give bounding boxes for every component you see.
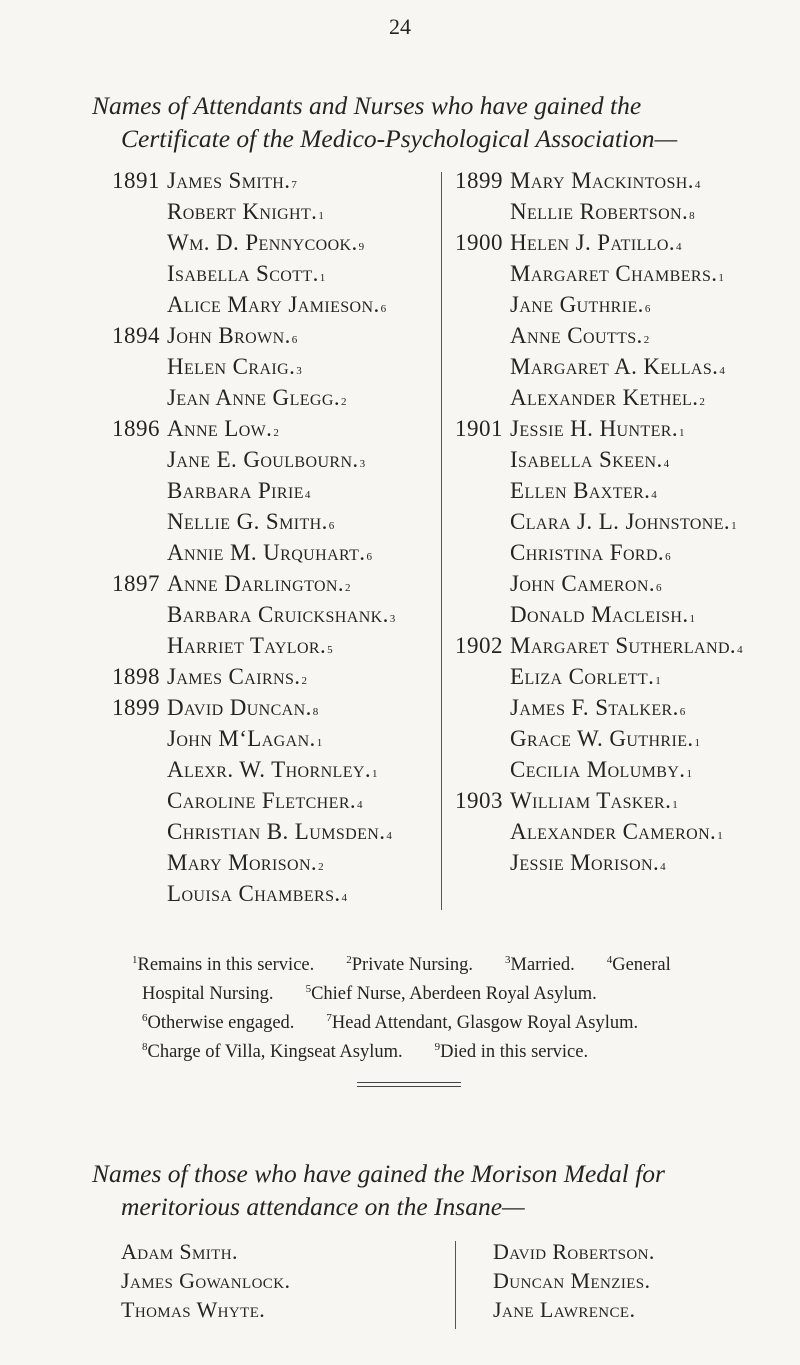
- medal-recipient: Duncan Menzies.: [493, 1268, 651, 1293]
- entry-note-ref: 2: [643, 334, 650, 346]
- footnote-number: 8: [142, 1041, 148, 1053]
- entry-note-ref: 4: [660, 861, 666, 873]
- footnote-text: Chief Nurse, Aberdeen Royal Asylum.: [311, 984, 597, 1004]
- entry-name: Margaret A. Kellas.: [510, 354, 719, 379]
- entry-note-ref: 6: [328, 520, 335, 532]
- footnote: [142, 984, 274, 1004]
- attendant-entry: [112, 199, 395, 230]
- footnote-text: Otherwise engaged.: [147, 1013, 295, 1033]
- entry-year: 1899: [112, 695, 160, 720]
- entry-name: John Brown.: [167, 323, 291, 348]
- medal-heading-line-1: Names of those who have gained the Morison Medal for: [92, 1159, 665, 1188]
- entry-note-ref: 1: [694, 737, 701, 749]
- entry-note-ref: 4: [304, 489, 311, 501]
- entry-name: Margaret Chambers.: [510, 261, 718, 286]
- entry-note-ref: 3: [389, 613, 396, 625]
- medal-heading-line-2: meritorious attendance on the Insane—: [121, 1192, 525, 1221]
- entry-note-ref: 2: [318, 861, 324, 873]
- entry-name: Ellen Baxter.: [510, 478, 651, 503]
- attendant-entry: [455, 571, 743, 602]
- attendant-entry: [112, 633, 395, 664]
- entry-name: John M‘Lagan.: [167, 726, 316, 751]
- attendant-entry: [455, 509, 743, 540]
- footnote: [306, 984, 597, 1004]
- entry-note-ref: 6: [656, 582, 662, 594]
- entry-year: 1901: [455, 416, 503, 441]
- attendant-entry: [455, 850, 743, 881]
- entry-note-ref: 3: [296, 365, 302, 377]
- footnote-number: 6: [142, 1012, 148, 1024]
- attendant-entry: [455, 819, 743, 850]
- medal-left-names: [121, 1239, 290, 1326]
- attendant-entry: [455, 695, 743, 726]
- entry-year: 1899: [455, 168, 503, 193]
- footnote-text: Married.: [510, 955, 575, 975]
- entry-name: William Tasker.: [510, 788, 672, 813]
- medal-recipient: Thomas Whyte.: [121, 1297, 266, 1322]
- footnote-line: [132, 948, 782, 977]
- entry-note-ref: 1: [718, 272, 724, 284]
- entry-note-ref: 1: [372, 768, 378, 780]
- footnote-number: 7: [326, 1012, 332, 1024]
- attendant-entry: [112, 788, 395, 819]
- entry-name: James Cairns.: [167, 664, 301, 689]
- entry-name: James F. Stalker.: [510, 695, 679, 720]
- footnote-line: [142, 1006, 782, 1035]
- entry-name: Anne Low.: [167, 416, 273, 441]
- entry-note-ref: 1: [717, 830, 723, 842]
- footnote-text: Hospital Nursing.: [142, 984, 274, 1004]
- attendant-entry: [455, 416, 743, 447]
- entry-name: Jean Anne Glegg.: [167, 385, 340, 410]
- entry-note-ref: 2: [273, 427, 279, 439]
- entry-name: Louisa Chambers.: [167, 881, 341, 906]
- attendant-entry: [112, 416, 395, 447]
- attendant-entry: [455, 447, 743, 478]
- footnote-number: 1: [132, 954, 138, 966]
- entry-name: Harriet Taylor.: [167, 633, 327, 658]
- attendant-entry: [455, 230, 743, 261]
- attendant-entry: [112, 385, 395, 416]
- attendant-entry: [455, 354, 743, 385]
- entry-note-ref: 4: [737, 644, 743, 656]
- medal-recipient: James Gowanlock.: [121, 1268, 291, 1293]
- attendant-entry: [455, 292, 743, 323]
- footnote-text: Head Attendant, Glasgow Royal Asylum.: [331, 1013, 639, 1033]
- entry-note-ref: 9: [358, 241, 365, 253]
- entry-name: Christina Ford.: [510, 540, 665, 565]
- entry-note-ref: 1: [678, 427, 685, 439]
- entry-name: Anne Darlington.: [167, 571, 345, 596]
- entry-note-ref: 2: [699, 396, 705, 408]
- footnote: [346, 955, 473, 975]
- entry-note-ref: 4: [663, 458, 670, 470]
- entry-note-ref: 5: [327, 644, 333, 656]
- footnote-number: 3: [505, 954, 511, 966]
- section-divider-bottom: [357, 1086, 461, 1087]
- attendant-entry: [455, 478, 743, 509]
- section-divider-top: [357, 1082, 461, 1083]
- entry-year: 1900: [455, 230, 503, 255]
- entry-name: Grace W. Guthrie.: [510, 726, 694, 751]
- medal-recipient: David Robertson.: [493, 1239, 655, 1264]
- entry-name: Helen Craig.: [167, 354, 296, 379]
- entry-note-ref: 6: [665, 551, 671, 563]
- attendant-entry: [112, 602, 395, 633]
- entry-name: James Smith.: [167, 168, 291, 193]
- attendant-entry: [112, 168, 395, 199]
- entry-note-ref: 4: [357, 799, 363, 811]
- entry-note-ref: 2: [345, 582, 351, 594]
- footnote: [435, 1042, 588, 1062]
- entry-name: Caroline Fletcher.: [167, 788, 357, 813]
- certificate-heading-line-2: Certificate of the Medico-Psychological Association—: [121, 124, 678, 153]
- attendant-entry: [455, 540, 743, 571]
- entry-name: John Cameron.: [510, 571, 655, 596]
- entry-note-ref: 4: [341, 892, 348, 904]
- entry-name: Alexander Cameron.: [510, 819, 717, 844]
- entry-note-ref: 1: [319, 272, 326, 284]
- entry-name: Helen J. Patillo.: [510, 230, 676, 255]
- entry-note-ref: 1: [316, 737, 323, 749]
- attendant-entry: [455, 168, 743, 199]
- entry-note-ref: 4: [386, 830, 392, 842]
- entry-note-ref: 6: [291, 334, 298, 346]
- entry-note-ref: 3: [359, 458, 366, 470]
- entry-name: Jane E. Goulbourn.: [167, 447, 359, 472]
- medal-recipient: Jane Lawrence.: [493, 1297, 636, 1322]
- attendant-entry: [112, 726, 395, 757]
- entry-note-ref: 7: [291, 179, 297, 191]
- footnote: [142, 1042, 403, 1062]
- attendant-entry: [455, 633, 743, 664]
- attendant-entry: [455, 664, 743, 695]
- attendant-entry: [112, 447, 395, 478]
- footnote-number: 4: [606, 954, 613, 966]
- attendant-entry: [455, 199, 743, 230]
- medal-recipient: Adam Smith.: [121, 1239, 238, 1264]
- footnote-number: 9: [434, 1041, 441, 1053]
- attendant-entry: [112, 819, 395, 850]
- entry-year: 1896: [112, 416, 160, 441]
- attendant-entry: [455, 261, 743, 292]
- entry-note-ref: 1: [318, 210, 324, 222]
- entry-name: Nellie G. Smith.: [167, 509, 328, 534]
- attendant-entry: [112, 540, 395, 571]
- entry-name: Margaret Sutherland.: [510, 633, 737, 658]
- attendant-entry: [112, 850, 395, 881]
- footnote-text: Remains in this service.: [137, 955, 315, 975]
- entry-name: Wm. D. Pennycook.: [167, 230, 358, 255]
- attendant-entry: [112, 354, 395, 385]
- entry-year: 1902: [455, 633, 503, 658]
- entry-name: David Duncan.: [167, 695, 312, 720]
- footnote: [142, 1013, 294, 1033]
- attendant-entry: [112, 571, 395, 602]
- entry-name: Eliza Corlett.: [510, 664, 655, 689]
- attendant-entry: [455, 726, 743, 757]
- entry-name: Jessie Morison.: [510, 850, 660, 875]
- page-number: 24: [389, 14, 411, 39]
- entry-name: Jane Guthrie.: [510, 292, 644, 317]
- entry-year: 1894: [112, 323, 160, 348]
- footnote-line: [142, 1035, 782, 1064]
- entry-name: Jessie H. Hunter.: [510, 416, 678, 441]
- attendant-entry: [112, 509, 395, 540]
- entry-note-ref: 1: [731, 520, 737, 532]
- entry-name: Mary Morison.: [167, 850, 318, 875]
- entry-note-ref: 6: [366, 551, 372, 563]
- footnote-text: Charge of Villa, Kingseat Asylum.: [147, 1042, 403, 1062]
- footnotes: [132, 948, 782, 1064]
- entry-note-ref: 4: [651, 489, 657, 501]
- entry-name: Alice Mary Jamieson.: [167, 292, 380, 317]
- entry-year: 1898: [112, 664, 160, 689]
- footnote-number: 2: [346, 954, 352, 966]
- entry-note-ref: 4: [694, 179, 701, 191]
- entry-note-ref: 2: [340, 396, 347, 408]
- entry-name: Isabella Scott.: [167, 261, 319, 286]
- entry-note-ref: 6: [644, 303, 651, 315]
- entry-name: Alexr. W. Thornley.: [167, 757, 371, 782]
- entry-name: Annie M. Urquhart.: [167, 540, 366, 565]
- footnote: [132, 955, 314, 975]
- entry-name: Anne Coutts.: [510, 323, 643, 348]
- entry-name: Robert Knight.: [167, 199, 318, 224]
- footnote-text: Private Nursing.: [351, 955, 474, 975]
- attendant-entry: [455, 757, 743, 788]
- attendant-entry: [455, 788, 743, 819]
- entry-note-ref: 1: [686, 768, 692, 780]
- footnote-line: [142, 977, 782, 1006]
- entry-note-ref: 4: [676, 241, 682, 253]
- entry-name: Alexander Kethel.: [510, 385, 699, 410]
- entry-year: 1897: [112, 571, 160, 596]
- attendant-entry: [112, 664, 395, 695]
- entry-name: Clara J. L. Johnstone.: [510, 509, 731, 534]
- certificate-left-column: [112, 168, 395, 912]
- attendant-entry: [455, 385, 743, 416]
- footnote: [326, 1013, 638, 1033]
- attendant-entry: [112, 292, 395, 323]
- entry-note-ref: 2: [301, 675, 307, 687]
- footnote-text: General: [612, 955, 671, 975]
- entry-note-ref: 6: [380, 303, 387, 315]
- attendant-entry: [112, 261, 395, 292]
- medal-right-names: [493, 1239, 655, 1326]
- attendant-entry: [112, 478, 395, 509]
- entry-name: Mary Mackintosh.: [510, 168, 694, 193]
- entry-note-ref: 6: [679, 706, 686, 718]
- entry-year: 1903: [455, 788, 503, 813]
- attendant-entry: [112, 230, 395, 261]
- entry-name: Isabella Skeen.: [510, 447, 663, 472]
- entry-note-ref: 1: [672, 799, 678, 811]
- attendant-entry: [112, 695, 395, 726]
- attendant-entry: [112, 323, 395, 354]
- column-divider: [441, 172, 442, 910]
- entry-name: Nellie Robertson.: [510, 199, 689, 224]
- certificate-heading-line-1: Names of Attendants and Nurses who have gained the: [92, 91, 642, 120]
- footnote: [505, 955, 575, 975]
- entry-name: Donald Macleish.: [510, 602, 689, 627]
- entry-note-ref: 8: [689, 210, 695, 222]
- entry-name: Cecilia Molumby.: [510, 757, 686, 782]
- attendant-entry: [455, 602, 743, 633]
- entry-name: Barbara Pirie: [167, 478, 304, 503]
- entry-note-ref: 1: [655, 675, 661, 687]
- entry-note-ref: 8: [312, 706, 319, 718]
- entry-note-ref: 4: [719, 365, 725, 377]
- attendant-entry: [455, 323, 743, 354]
- footnote-text: Died in this service.: [440, 1042, 589, 1062]
- attendant-entry: [112, 881, 395, 912]
- entry-note-ref: 1: [689, 613, 696, 625]
- entry-year: 1891: [112, 168, 160, 193]
- footnote: [607, 955, 671, 975]
- footnote-number: 5: [305, 983, 312, 995]
- entry-name: Christian B. Lumsden.: [167, 819, 386, 844]
- medal-column-divider: [455, 1241, 456, 1329]
- certificate-right-column: [455, 168, 743, 881]
- entry-name: Barbara Cruickshank.: [167, 602, 389, 627]
- attendant-entry: [112, 757, 395, 788]
